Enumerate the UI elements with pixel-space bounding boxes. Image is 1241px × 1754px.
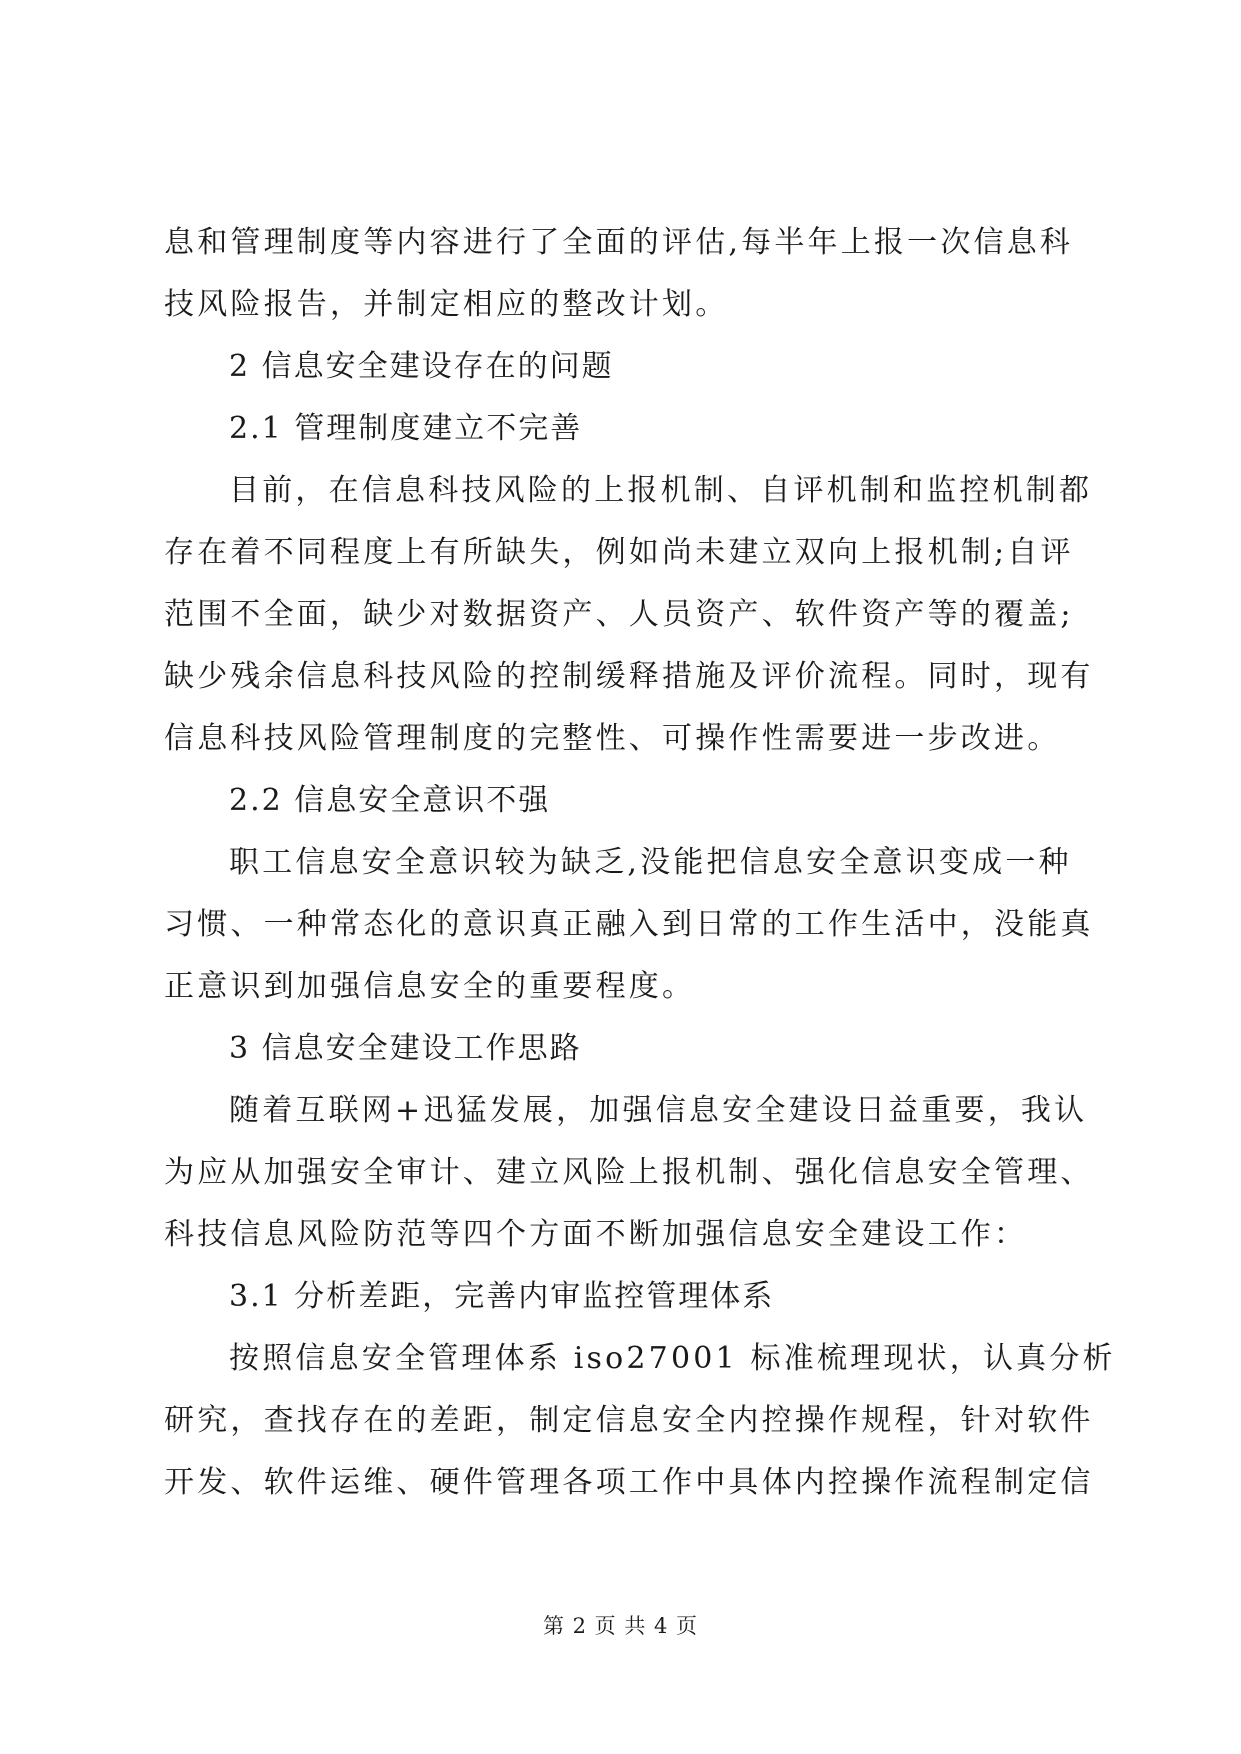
text-line: 随着互联网+迅猛发展，加强信息安全建设日益重要，我认: [229, 1093, 1088, 1128]
body-text: [164, 225, 1116, 1530]
text-line: 缺少残余信息科技风险的控制缓释措施及评价流程。同时，现有: [164, 659, 1094, 694]
text-line: 技风险报告，并制定相应的整改计划。: [164, 287, 729, 322]
section-heading: 2 信息安全建设存在的问题: [229, 349, 614, 384]
section-heading: 2.1 管理制度建立不完善: [229, 411, 583, 446]
text-line: 为应从加强安全审计、建立风险上报机制、强化信息安全管理、: [164, 1155, 1094, 1190]
text-line: 科技信息风险防范等四个方面不断加强信息安全建设工作：: [164, 1217, 1028, 1252]
text-line: 信息科技风险管理制度的完整性、可操作性需要进一步改进。: [164, 721, 1061, 756]
section-heading: 3 信息安全建设工作思路: [229, 1031, 582, 1066]
text-line: 按照信息安全管理体系 iso27001 标准梳理现状，认真分析: [229, 1341, 1116, 1376]
text-line: 息和管理制度等内容进行了全面的评估,每半年上报一次信息科: [164, 225, 1074, 260]
text-line: 范围不全面，缺少对数据资产、人员资产、软件资产等的覆盖;: [164, 597, 1074, 632]
section-heading: 2.2 信息安全意识不强: [229, 783, 551, 818]
text-line: 习惯、一种常态化的意识真正融入到日常的工作生活中，没能真: [164, 907, 1094, 942]
text-line: 职工信息安全意识较为缺乏,没能把信息安全意识变成一种: [229, 845, 1072, 880]
page-footer: 第 2 页 共 4 页: [542, 1614, 699, 1638]
text-line: 目前，在信息科技风险的上报机制、自评机制和监控机制都: [229, 473, 1093, 508]
text-line: 研究，查找存在的差距，制定信息安全内控操作规程，针对软件: [164, 1403, 1094, 1438]
text-line: 开发、软件运维、硬件管理各项工作中具体内控操作流程制定信: [164, 1465, 1094, 1500]
text-line: 正意识到加强信息安全的重要程度。: [164, 969, 696, 1004]
section-heading: 3.1 分析差距，完善内审监控管理体系: [229, 1279, 775, 1314]
text-line: 存在着不同程度上有所缺失，例如尚未建立双向上报机制;自评: [164, 535, 1074, 570]
